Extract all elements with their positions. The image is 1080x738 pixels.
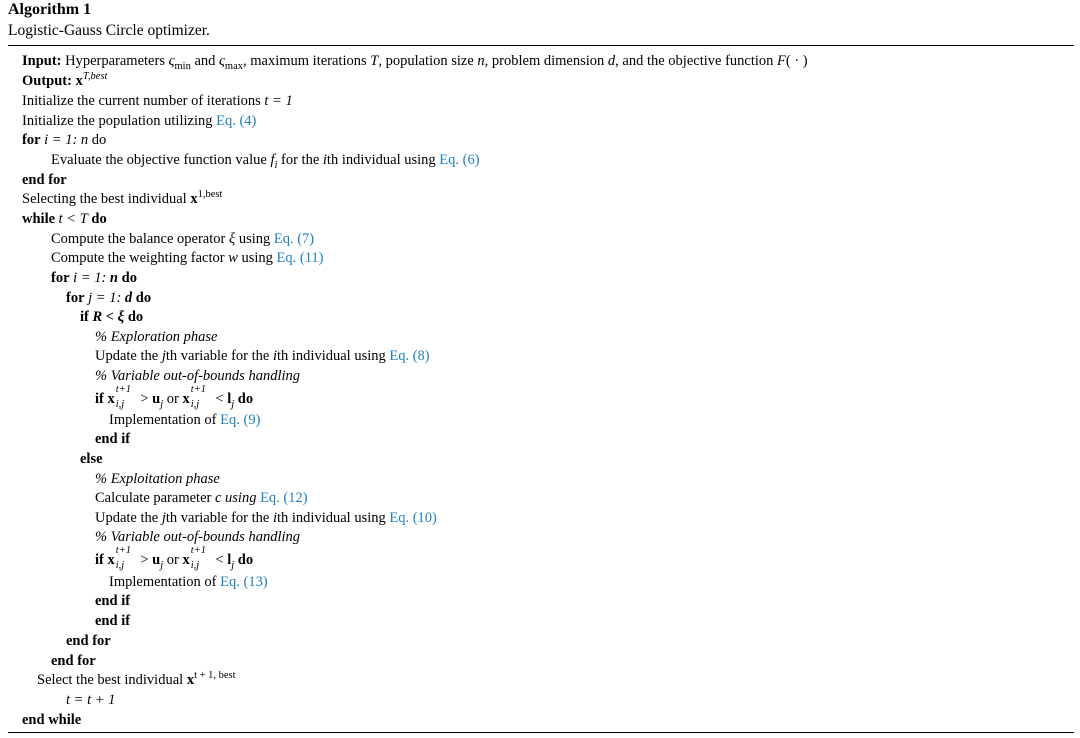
line-for-i	[22, 131, 106, 149]
or-word: or	[166, 552, 179, 568]
line-comment-exploration	[95, 328, 217, 346]
and-word: and	[194, 53, 216, 69]
algorithm-title: Algorithm 1	[8, 1, 92, 18]
compute-weight-text: Compute the weighting factor	[51, 250, 225, 266]
l-symbol: l	[227, 552, 232, 568]
line-while	[22, 210, 107, 228]
update-text: Update the	[95, 348, 159, 364]
eq7-link[interactable]: Eq. (7)	[273, 231, 315, 247]
eq13-link[interactable]: Eq. (13)	[220, 574, 268, 590]
t1-superscript: t+1	[190, 545, 207, 556]
if-keyword: if	[95, 552, 104, 568]
varsigma-symbol: ς	[168, 53, 175, 69]
oob-comment: % Variable out-of-bounds handling	[95, 368, 301, 384]
exploration-comment: % Exploration phase	[95, 329, 218, 345]
end-for-keyword: end for	[51, 653, 96, 669]
line-else	[80, 450, 103, 468]
i-symbol: i	[272, 348, 277, 364]
line-init-iterations	[22, 92, 293, 110]
line-if-oob-2	[95, 545, 254, 571]
input-text: , population size	[378, 53, 474, 69]
min-subscript: min	[174, 60, 191, 72]
f-symbol: f	[270, 152, 275, 168]
eval-text: th individual using	[326, 152, 436, 168]
or-word: or	[166, 391, 179, 407]
i-symbol: i	[322, 152, 327, 168]
line-input	[22, 52, 808, 70]
if-keyword: if	[95, 391, 104, 407]
end-if-keyword: end if	[95, 431, 131, 447]
update-text: th individual using	[277, 510, 386, 526]
select-best-text: Selecting the best individual	[22, 191, 187, 207]
while-condition: t < T	[58, 211, 88, 227]
impl-text: Implementation of	[109, 412, 217, 428]
oob-comment: % Variable out-of-bounds handling	[95, 529, 301, 545]
do-keyword: do	[121, 270, 137, 286]
F-symbol: F	[777, 53, 786, 69]
eq8-link[interactable]: Eq. (8)	[389, 348, 430, 364]
x-symbol: x	[107, 391, 115, 407]
u-symbol: u	[152, 552, 161, 568]
d-symbol: d	[607, 53, 616, 69]
if-condition: R < ξ	[92, 309, 125, 325]
j-subscript: j	[160, 559, 164, 571]
line-evaluate	[51, 151, 480, 169]
using-word: using	[225, 490, 257, 506]
algorithm-caption: Logistic-Gauss Circle optimizer.	[8, 22, 210, 39]
n-symbol: n	[477, 53, 485, 69]
eq12-link[interactable]: Eq. (12)	[260, 490, 308, 506]
else-keyword: else	[80, 451, 103, 467]
for-keyword: for	[51, 270, 70, 286]
x-symbol: x	[182, 552, 190, 568]
varsigma-symbol: ς	[219, 53, 225, 69]
input-text: ( · )	[785, 53, 808, 69]
ij-subscript: i,j	[190, 399, 200, 410]
line-if-oob	[95, 384, 254, 410]
update-text: th individual using	[277, 348, 386, 364]
for-keyword: for	[22, 132, 41, 148]
while-keyword: while	[22, 211, 56, 227]
output-label: Output:	[22, 73, 72, 89]
eq10-link[interactable]: Eq. (10)	[389, 510, 437, 526]
loop-i-equation: i = 1: n	[44, 132, 89, 148]
update-text: Update the	[95, 510, 159, 526]
i-subscript: i	[274, 159, 278, 171]
x-symbol: x	[182, 391, 190, 407]
t1-superscript: t+1	[115, 384, 131, 395]
end-while-keyword: end while	[22, 712, 82, 728]
line-impl-9	[109, 411, 260, 429]
x-symbol: x	[190, 191, 198, 207]
line-for-i-inner	[51, 269, 137, 287]
input-text: Hyperparameters	[65, 53, 165, 69]
do-keyword: do	[91, 211, 107, 227]
line-end-if-inner	[95, 430, 130, 448]
1-best-superscript: 1,best	[197, 189, 223, 201]
n-symbol: n	[109, 270, 118, 286]
j-symbol: j	[161, 510, 166, 526]
x-symbol: x	[107, 552, 115, 568]
line-comment-exploitation	[95, 470, 220, 488]
init-iter-equation: t = 1	[264, 93, 293, 109]
gt-operator: >	[140, 391, 149, 407]
ij-subscript: i,j	[115, 399, 125, 410]
update-t-equation: t = t + 1	[66, 692, 116, 708]
j-subscript: j	[231, 559, 235, 571]
line-end-if-outer	[95, 612, 130, 630]
w-symbol: w	[228, 250, 238, 266]
ij-subscript: i,j	[115, 560, 125, 571]
l-symbol: l	[227, 391, 232, 407]
line-update-exploration	[95, 347, 430, 365]
for-keyword: for	[66, 290, 85, 306]
compute-balance-text: Compute the balance operator	[51, 231, 226, 247]
input-label: Input:	[22, 53, 62, 69]
lt-operator: <	[215, 552, 224, 568]
do-keyword: do	[237, 552, 254, 568]
input-text: , maximum iterations	[242, 53, 367, 69]
loop-i-equation: i = 1:	[73, 270, 107, 286]
using-word: using	[238, 231, 271, 247]
line-update-t	[66, 691, 115, 709]
init-pop-text: Initialize the population utilizing	[22, 113, 213, 129]
x-symbol: x	[75, 73, 83, 89]
line-if-r	[80, 308, 143, 326]
line-calc-c	[95, 489, 308, 507]
eq4-link[interactable]: Eq. (4)	[216, 113, 257, 129]
end-for-keyword: end for	[22, 172, 67, 188]
impl-text: Implementation of	[109, 574, 217, 590]
j-subscript: j	[160, 398, 164, 410]
line-end-if-inner-2	[95, 592, 130, 610]
init-iter-text: Initialize the current number of iterations	[22, 93, 261, 109]
t1-superscript: t+1	[190, 384, 207, 395]
gt-operator: >	[140, 552, 149, 568]
u-symbol: u	[152, 391, 161, 407]
line-output	[22, 72, 107, 90]
update-text: th variable for the	[165, 348, 270, 364]
ij-subscript: i,j	[190, 560, 200, 571]
select-best-text: Select the best individual	[37, 672, 184, 688]
t-1-best-superscript: t + 1, best	[194, 670, 236, 682]
x-symbol: x	[186, 672, 195, 688]
line-end-for-j	[66, 632, 111, 650]
line-select-best	[22, 190, 222, 208]
line-select-best-2	[37, 671, 236, 689]
xi-symbol: ξ	[228, 231, 236, 247]
do-word: do	[91, 132, 107, 148]
input-text: , problem dimension	[484, 53, 605, 69]
if-keyword: if	[80, 309, 89, 325]
update-text: th variable for the	[165, 510, 270, 526]
eq9-link[interactable]: Eq. (9)	[220, 412, 261, 428]
eq11-link[interactable]: Eq. (11)	[276, 250, 324, 266]
t1-superscript: t+1	[115, 545, 131, 556]
max-subscript: max	[224, 60, 243, 72]
eq6-link[interactable]: Eq. (6)	[439, 152, 480, 168]
input-text: , and the objective function	[615, 53, 774, 69]
line-end-while	[22, 711, 81, 729]
T-best-superscript: T,best	[82, 71, 108, 83]
line-init-population	[22, 112, 256, 130]
line-for-j	[66, 289, 151, 307]
line-end-for	[22, 171, 67, 189]
bottom-rule	[8, 732, 1074, 733]
end-if-keyword: end if	[95, 613, 131, 629]
c-symbol: c	[214, 490, 222, 506]
lt-operator: <	[215, 391, 224, 407]
d-symbol: d	[124, 290, 133, 306]
eval-text: for the	[281, 152, 320, 168]
eval-text: Evaluate the objective function value	[51, 152, 267, 168]
line-compute-weight	[51, 249, 324, 267]
j-symbol: j	[161, 348, 166, 364]
using-word: using	[241, 250, 273, 266]
i-symbol: i	[272, 510, 277, 526]
calc-text: Calculate parameter	[95, 490, 212, 506]
do-keyword: do	[237, 391, 254, 407]
exploitation-comment: % Exploitation phase	[95, 471, 220, 487]
line-compute-balance	[51, 230, 314, 248]
do-keyword: do	[127, 309, 144, 325]
end-if-keyword: end if	[95, 593, 131, 609]
line-impl-13	[109, 573, 268, 591]
line-end-for-i	[51, 652, 96, 670]
line-update-exploitation	[95, 509, 437, 527]
j-subscript: j	[231, 398, 235, 410]
loop-j-equation: j = 1:	[88, 290, 122, 306]
end-for-keyword: end for	[66, 633, 111, 649]
do-keyword: do	[135, 290, 152, 306]
T-symbol: T	[370, 53, 379, 69]
